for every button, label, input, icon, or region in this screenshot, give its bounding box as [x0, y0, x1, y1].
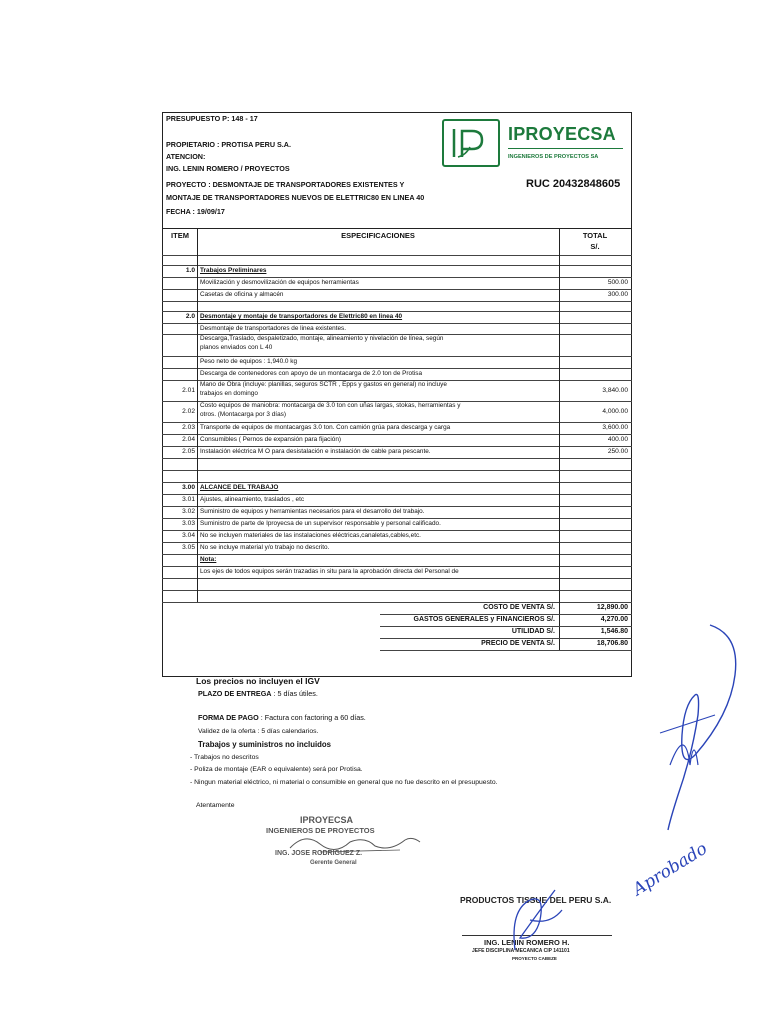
column-divider: [197, 228, 198, 602]
row-spec: No se incluyen materiales de las instalaciones eléctricas,canaletas,cables,etc.: [200, 532, 421, 539]
protisa-signature-icon: [500, 880, 570, 960]
row-total: 300.00: [607, 291, 628, 298]
project-line-1: PROYECTO : DESMONTAJE DE TRANSPORTADORES EXISTENTES Y: [166, 180, 405, 189]
row-divider: [162, 494, 632, 495]
row-total: 400.00: [607, 436, 628, 443]
payment-label: FORMA DE PAGO: [198, 713, 259, 722]
row-divider: [162, 578, 632, 579]
summary-value: 1,546.80: [600, 628, 628, 635]
owner: PROPIETARIO : PROTISA PERU S.A.: [166, 140, 291, 149]
row-divider: [162, 265, 632, 266]
row-item: 1.0: [185, 267, 195, 274]
row-divider: [162, 368, 632, 369]
row-spec: Desmontaje de transportadores de linea existentes.: [200, 324, 347, 332]
row-spec: Descarga,Traslado, despaletizado, montaje, alineamiento y nivelación de línea, según: [200, 335, 444, 342]
row-spec-continued: trabajos en domingo: [200, 390, 258, 397]
row-spec: Transporte de equipos de montacargas 3.0 ton. Con camión grúa para descarga y carga: [200, 424, 451, 431]
summary-divider: [380, 650, 632, 651]
protisa-signer-role: JEFE DISCIPLINA MECANICA CIP 141101: [472, 948, 570, 954]
summary-divider: [380, 626, 632, 627]
summary-value: 12,890.00: [596, 604, 628, 611]
approved-annotation: Aprobado: [629, 838, 711, 900]
row-divider: [162, 458, 632, 459]
summary-value: 18,706.80: [596, 640, 628, 647]
row-divider: [162, 422, 632, 423]
row-divider: [162, 255, 632, 256]
row-spec: Ajustes, alineamiento, traslados , etc: [200, 496, 305, 503]
col-header-currency: S/.: [590, 242, 600, 251]
summary-label: PRECIO DE VENTA S/.: [481, 640, 555, 647]
row-total: 3,600.00: [602, 424, 628, 431]
row-item: 3.02: [182, 508, 195, 515]
iproyecsa-logo-icon: [442, 119, 500, 167]
stamp-signer-role: Gerente General: [310, 860, 357, 866]
row-divider: [162, 530, 632, 531]
row-item: 3.05: [182, 544, 195, 551]
closing-salutation: Atentamente: [196, 802, 235, 809]
row-divider: [162, 289, 632, 290]
row-spec: Nota:: [200, 556, 217, 563]
summary-divider: [380, 614, 632, 615]
row-spec-continued: planos enviados con L 40: [200, 344, 273, 351]
exclusions-title: Trabajos y suministros no incluidos: [198, 740, 332, 749]
exclusion-item: - Ningun material eléctrico, ni material o consumible en general que no fue descrito en el presupuesto.: [190, 779, 498, 786]
row-spec: Movilización y desmovilización de equipos herramientas: [200, 279, 359, 286]
company-subtitle: INGENIEROS DE PROYECTOS SA: [508, 154, 599, 160]
row-spec: No se incluye material y/o trabajo no descrito.: [200, 544, 330, 551]
row-item: 2.05: [182, 448, 195, 455]
protisa-dept: PROYECTO CABEZE: [512, 956, 557, 961]
col-header-item: ITEM: [171, 231, 189, 240]
row-item: 2.0: [185, 313, 195, 320]
row-item: 2.02: [182, 407, 195, 415]
row-divider: [162, 311, 632, 312]
row-spec: Desmontaje y montaje de transportadores de Elettric80 en linea 40: [200, 313, 403, 320]
row-divider: [162, 506, 632, 507]
company-name: IPROYECSA: [508, 124, 616, 144]
quote-number: PRESUPUESTO P: 148 - 17: [166, 114, 258, 123]
row-item: 3.03: [182, 520, 195, 527]
row-spec-continued: otros. (Montacarga por 3 días): [200, 411, 286, 418]
exclusion-item: - Trabajos no descritos: [190, 754, 259, 761]
row-total: 4,000.00: [602, 407, 628, 415]
row-spec: Instalación eléctrica M O para desistalación e instalación de cable para pescante.: [200, 448, 431, 455]
row-item: 3.01: [182, 496, 195, 503]
row-item: 2.01: [182, 386, 195, 394]
row-spec: Peso neto de equipos : 1,940.0 kg: [200, 358, 297, 365]
row-divider: [162, 301, 632, 302]
igv-note: Los precios no incluyen el IGV: [196, 676, 320, 686]
quote-date: FECHA : 19/09/17: [166, 207, 225, 216]
row-divider: [162, 356, 632, 357]
row-divider: [162, 434, 632, 435]
row-item: 2.04: [182, 436, 195, 443]
row-spec: Casetas de oficina y almacén: [200, 291, 284, 298]
summary-label: COSTO DE VENTA S/.: [483, 604, 555, 611]
column-divider: [559, 228, 560, 650]
row-divider: [162, 542, 632, 543]
row-divider: [162, 518, 632, 519]
row-item: 2.03: [182, 424, 195, 431]
delivery-label: PLAZO DE ENTREGA: [198, 689, 272, 698]
summary-label: GASTOS GENERALES y FINANCIEROS S/.: [413, 616, 555, 623]
blue-signature-icon: [640, 615, 750, 835]
row-spec: Trabajos Preliminares: [200, 267, 267, 274]
row-item: 3.00: [182, 484, 195, 491]
delivery-term: [198, 689, 318, 698]
exclusion-item: - Poliza de montaje (EAR o equivalente) será por Protisa.: [190, 766, 363, 773]
iproyecsa-signature-icon: [280, 828, 430, 858]
row-total: 500.00: [607, 279, 628, 286]
attention-label: ATENCION:: [166, 152, 206, 161]
payment-term: [198, 713, 366, 722]
row-spec: Suministro de equipos y herramientas necesarios para el desarrollo del trabajo.: [200, 508, 425, 515]
row-divider: [162, 277, 632, 278]
row-divider: [162, 602, 632, 603]
delivery-value: : 5 días útiles.: [273, 689, 318, 698]
offer-validity: Validez de la oferta : 5 días calendarios.: [198, 728, 319, 735]
row-total: 250.00: [607, 448, 628, 455]
row-divider: [162, 566, 632, 567]
summary-divider: [380, 638, 632, 639]
protisa-signer: ING. LENIN ROMERO H.: [484, 938, 570, 947]
row-spec: Consumibles ( Pernos de expansión para fijación): [200, 436, 342, 443]
stamp-signer: ING. JOSE RODRIGUEZ Z.: [275, 850, 363, 857]
stamp-subtitle: INGENIEROS DE PROYECTOS: [266, 826, 375, 835]
project-line-2: MONTAJE DE TRANSPORTADORES NUEVOS DE ELETTRIC80 EN LINEA 40: [166, 193, 425, 202]
row-spec: Los ejes de todos equipos serán trazadas in situ para la aprobación directa del Personal de: [200, 568, 459, 575]
row-spec: Mano de Obra (incluye: planillas, seguros SCTR , Epps y gastos en general) no incluye: [200, 381, 447, 388]
logo-divider: [508, 148, 623, 149]
ruc-number: RUC 20432848605: [526, 178, 621, 190]
row-divider: [162, 470, 632, 471]
row-spec: Costo equipos de maniobra: montacarga de 3.0 ton con uñas largas, stokas, herramientas y: [200, 402, 461, 409]
payment-value: : Factura con factoring a 60 días.: [260, 713, 366, 722]
row-total: 3,840.00: [602, 386, 628, 394]
col-header-total: TOTAL: [582, 231, 608, 240]
row-spec: Suministro de parte de Iproyecsa de un supervisor responsable y personal calificado.: [200, 520, 441, 527]
row-divider: [162, 446, 632, 447]
attention-contact: ING. LENIN ROMERO / PROYECTOS: [166, 164, 290, 173]
row-spec: ALCANCE DEL TRABAJO: [200, 484, 279, 491]
stamp-company: IPROYECSA: [300, 815, 354, 825]
ip-monogram-icon: [444, 121, 498, 165]
summary-value: 4,270.00: [600, 616, 628, 623]
row-item: 3.04: [182, 532, 195, 539]
row-spec: Descarga de contenedores con apoyo de un montacarga de 2.0 ton de Protisa: [200, 370, 423, 377]
summary-label: UTILIDAD S/.: [511, 628, 555, 635]
protisa-company: PRODUCTOS TISSUE DEL PERU S.A.: [460, 895, 612, 905]
col-header-spec: ESPECIFICACIONES: [341, 231, 415, 240]
row-divider: [162, 590, 632, 591]
table-top-border: [162, 228, 632, 229]
row-divider: [162, 482, 632, 483]
row-divider: [162, 554, 632, 555]
